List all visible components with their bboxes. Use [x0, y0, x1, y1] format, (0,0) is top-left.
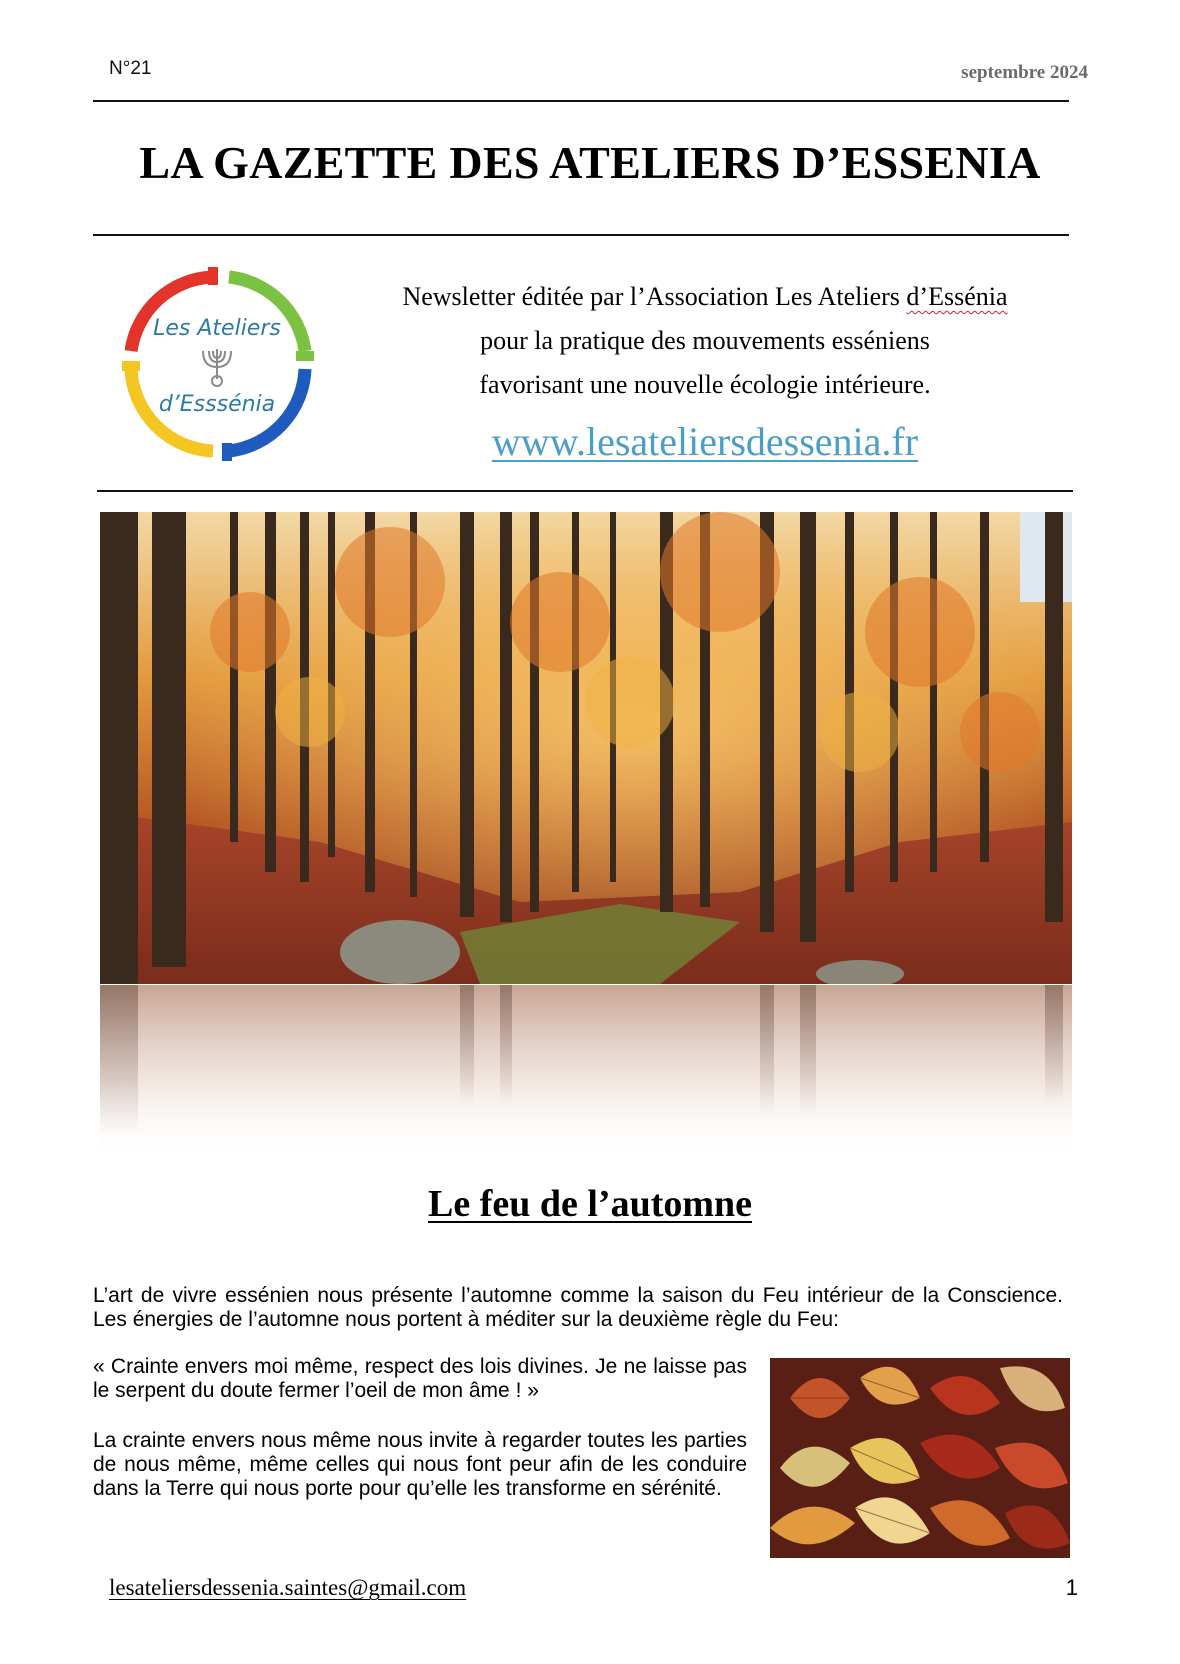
header-rule-top: [93, 100, 1069, 102]
forest-reflection: [100, 985, 1072, 1165]
article-paragraph-1: L’art de vivre essénien nous présente l’automne comme la saison du Feu intérieur de la Conscience. Les énergies de l’automne nous portent à méditer sur la deuxième règle du Feu:: [93, 1284, 1063, 1331]
intro-line-3: favorisant une nouvelle écologie intérieure.: [479, 370, 931, 399]
logo-text-line2: d’Esssénia: [158, 392, 276, 417]
issue-date: septembre 2024: [961, 62, 1088, 83]
logo-text-line1: Les Ateliers: [153, 316, 281, 341]
header-rule-bottom: [93, 234, 1069, 236]
intro-line-1: [360, 275, 1050, 319]
article-paragraph-2: La crainte envers nous même nous invite à regarder toutes les parties de nous même, même celles qui nous font peur afin de les conduire dans la Terre qui nous porte pour qu’elle les transforme en sérénité.: [93, 1429, 747, 1500]
article-quote: « Crainte envers moi même, respect des lois divines. Je ne laisse pas le serpent du doute fermer l’oeil de mon âme ! »: [93, 1355, 747, 1402]
autumn-leaves-photo: [770, 1358, 1070, 1558]
issue-number: N°21: [109, 58, 152, 79]
intro-association-name: d’Essénia: [906, 282, 1008, 311]
website-link[interactable]: www.lesateliersdessenia.fr: [491, 419, 919, 464]
intro-rule: [97, 490, 1073, 492]
association-logo: [108, 255, 326, 473]
intro-line-1-prefix: Newsletter éditée par l’Association Les Ateliers: [402, 282, 907, 311]
intro-line-2: pour la pratique des mouvements esséniens: [480, 326, 930, 355]
contact-email-link[interactable]: lesateliersdessenia.saintes@gmail.com: [109, 1575, 467, 1600]
menorah-icon: [203, 349, 231, 386]
page-number: 1: [1065, 1575, 1078, 1600]
page-title: LA GAZETTE DES ATELIERS D’ESSENIA: [139, 137, 1041, 188]
autumn-forest-photo: [100, 512, 1072, 984]
article-headline: Le feu de l’automne: [427, 1183, 753, 1225]
